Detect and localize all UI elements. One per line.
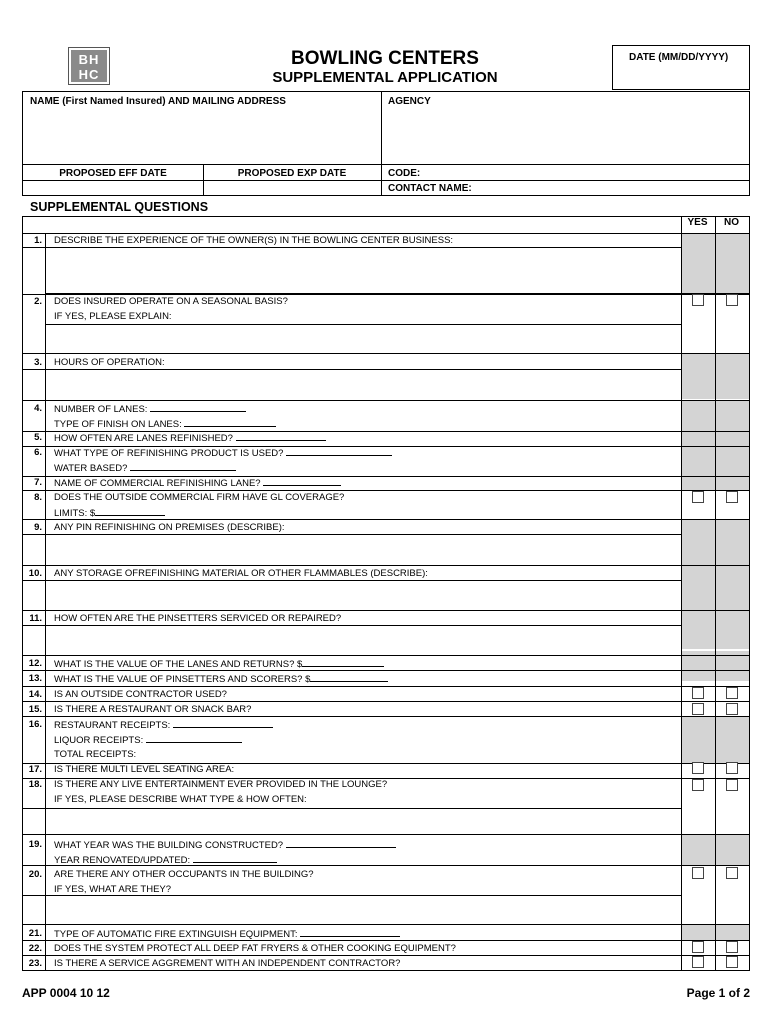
q21-row [54,928,400,940]
q2-no-checkbox[interactable] [726,294,738,306]
q19-text: WHAT YEAR WAS THE BUILDING CONSTRUCTED? [54,840,284,851]
q2-number: 2. [34,296,42,307]
q20-yes-checkbox[interactable] [692,867,704,879]
q8-text: DOES THE OUTSIDE COMMERCIAL FIRM HAVE GL COVERAGE? [54,492,345,503]
q3-text: HOURS OF OPERATION: [54,357,165,368]
q4-input[interactable] [150,403,246,412]
q4b-text: TYPE OF FINISH ON LANES: [54,419,182,430]
date-field[interactable] [612,45,750,90]
form-subtitle: SUPPLEMENTAL APPLICATION [272,69,498,86]
q7-number: 7. [34,477,42,488]
q15-number: 15. [28,704,42,715]
q2-yes-checkbox[interactable] [692,294,704,306]
q18-yes-checkbox[interactable] [692,779,704,791]
q21-text: TYPE OF AUTOMATIC FIRE EXTINGUISH EQUIPMENT: [54,929,298,940]
q14-no-checkbox[interactable] [726,687,738,699]
q12-row [54,658,384,670]
q7-row [54,477,341,489]
q12-text: WHAT IS THE VALUE OF THE LANES AND RETURNS? $ [54,659,303,670]
q6-row [54,447,392,459]
q16-text: RESTAURANT RECEIPTS: [54,720,171,731]
q19-row [54,839,396,851]
q19b-row [54,854,277,866]
q21-input[interactable] [300,928,400,937]
q14-number: 14. [28,689,42,700]
q6b-text: WATER BASED? [54,463,128,474]
q19b-input[interactable] [193,854,277,863]
q4-row [54,403,246,415]
q8b-input[interactable] [95,507,165,516]
q18-no-checkbox[interactable] [726,779,738,791]
q23-text: IS THERE A SERVICE AGGREMENT WITH AN INDEPENDENT CONTRACTOR? [54,958,401,969]
q20-subtext: IF YES, WHAT ARE THEY? [54,884,172,895]
q7-text: NAME OF COMMERCIAL REFINISHING LANE? [54,478,261,489]
q9-text: ANY PIN REFINISHING ON PREMISES (DESCRIBE): [54,522,285,533]
q17-text: IS THERE MULTI LEVEL SEATING AREA: [54,764,235,775]
q2-subtext: IF YES, PLEASE EXPLAIN: [54,311,172,322]
q13-input[interactable] [310,673,388,682]
agency-label: AGENCY [388,96,431,107]
q10-text: ANY STORAGE OFREFINISHING MATERIAL OR OTHER FLAMMABLES (DESCRIBE): [54,568,428,579]
q1-number: 1. [34,235,42,246]
q12-input[interactable] [302,658,384,667]
q5-input[interactable] [236,432,326,441]
q16c-text: TOTAL RECEIPTS: [54,749,137,760]
exp-date-label: PROPOSED EXP DATE [237,168,347,179]
q20-number: 20. [28,869,42,880]
applicant-info-table [22,91,750,196]
q1-text: DESCRIBE THE EXPERIENCE OF THE OWNER(S) IN THE BOWLING CENTER BUSINESS: [54,235,454,246]
q22-no-checkbox[interactable] [726,941,738,953]
q16b-row [54,734,242,746]
q13-number: 13. [28,673,42,684]
code-label: CODE: [388,168,421,179]
q8b-row [54,507,165,519]
section-title: SUPPLEMENTAL QUESTIONS [30,200,209,214]
q8b-text: LIMITS: $ [54,508,96,519]
q6-input[interactable] [286,447,392,456]
form-title: BOWLING CENTERS [291,48,479,69]
q8-yes-checkbox[interactable] [692,491,704,503]
form-number: APP 0004 10 12 [22,986,110,1000]
q10-number: 10. [28,568,42,579]
name-address-field[interactable] [30,96,286,107]
q13-row [54,673,388,685]
q18-number: 18. [28,779,42,790]
logo-line-1: BH [78,52,100,67]
q23-yes-checkbox[interactable] [692,956,704,968]
q22-yes-checkbox[interactable] [692,941,704,953]
q14-text: IS AN OUTSIDE CONTRACTOR USED? [54,689,227,700]
q16b-text: LIQUOR RECEIPTS: [54,735,144,746]
q22-text: DOES THE SYSTEM PROTECT ALL DEEP FAT FRYERS & OTHER COOKING EQUIPMENT? [54,943,456,954]
q23-number: 23. [28,958,42,969]
eff-date-label: PROPOSED EFF DATE [59,168,167,179]
q9-number: 9. [34,522,42,533]
q3-number: 3. [34,357,42,368]
q4b-row [54,418,276,430]
agency-field[interactable] [388,96,431,107]
q5-text: HOW OFTEN ARE LANES REFINISHED? [54,433,233,444]
q15-no-checkbox[interactable] [726,703,738,715]
date-label: DATE (MM/DD/YYYY) [629,52,729,63]
q4-number: 4. [34,403,42,414]
q16-input[interactable] [173,719,273,728]
q21-number: 21. [28,928,42,939]
name-address-label: NAME (First Named Insured) AND MAILING ADDRESS [30,96,286,107]
q8-number: 8. [34,492,42,503]
q4-text: NUMBER OF LANES: [54,404,148,415]
q6b-input[interactable] [130,462,236,471]
q19-number: 19. [28,839,42,850]
q6-number: 6. [34,447,42,458]
no-column-header: NO [724,217,739,228]
q16-number: 16. [28,719,42,730]
q17-number: 17. [28,764,42,775]
logo-line-2: HC [78,67,100,82]
q15-yes-checkbox[interactable] [692,703,704,715]
q16-row [54,719,273,731]
q18-text: IS THERE ANY LIVE ENTERTAINMENT EVER PROVIDED IN THE LOUNGE? [54,779,388,790]
q6b-row [54,462,236,474]
q7-input[interactable] [263,477,341,486]
contact-name-label: CONTACT NAME: [388,183,472,194]
q5-number: 5. [34,432,42,443]
q16b-input[interactable] [146,734,242,743]
q22-number: 22. [28,943,42,954]
q12-number: 12. [28,658,42,669]
q11-number: 11. [29,613,42,624]
q14-yes-checkbox[interactable] [692,687,704,699]
q15-text: IS THERE A RESTAURANT OR SNACK BAR? [54,704,252,715]
q8-no-checkbox[interactable] [726,491,738,503]
q6-text: WHAT TYPE OF REFINISHING PRODUCT IS USED? [54,448,284,459]
q11-text: HOW OFTEN ARE THE PINSETTERS SERVICED OR REPAIRED? [54,613,342,624]
q17-no-checkbox[interactable] [726,762,738,774]
page-number: Page 1 of 2 [686,986,750,1000]
company-logo [68,47,110,85]
q23-no-checkbox[interactable] [726,956,738,968]
q13-text: WHAT IS THE VALUE OF PINSETTERS AND SCORERS? $ [54,674,311,685]
yes-column-header: YES [687,217,708,228]
q19b-text: YEAR RENOVATED/UPDATED: [54,855,191,866]
q18-subtext: IF YES, PLEASE DESCRIBE WHAT TYPE & HOW OFTEN: [54,794,307,805]
q5-row [54,432,326,444]
q20-text: ARE THERE ANY OTHER OCCUPANTS IN THE BUILDING? [54,869,314,880]
q17-yes-checkbox[interactable] [692,762,704,774]
q2-text: DOES INSURED OPERATE ON A SEASONAL BASIS? [54,296,288,307]
q4b-input[interactable] [184,418,276,427]
q20-no-checkbox[interactable] [726,867,738,879]
q19-input[interactable] [286,839,396,848]
